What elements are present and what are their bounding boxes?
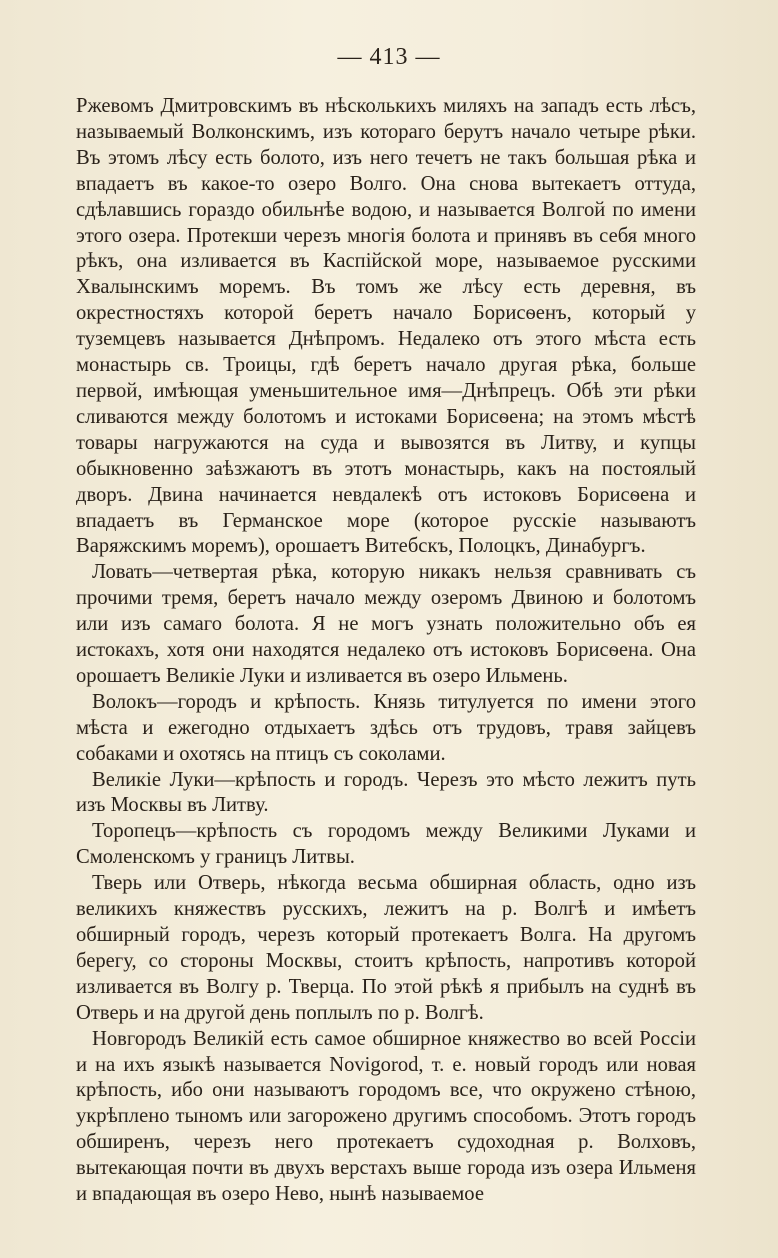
paragraph-toropets: Торопецъ—крѣпость съ городомъ между Великими Луками и Смоленскомъ у границъ Литвы. [76,820,696,869]
paragraph-volok: Волокъ—городъ и крѣпость. Князь титулуется по имени этого мѣста и ежегодно отдыхаетъ здѣсь отъ трудовъ, травя зайцевъ собаками и охотясь на птицъ съ соколами. [76,690,696,765]
paragraph-novgorod: Новгородъ Великій есть самое обширное княжество во всей Россіи и на ихъ языкѣ называется Novigorod, т. е. новый городъ или новая крѣпость, ибо они называютъ городомъ все, что окружено стѣною, укрѣплено тыномъ или загорожено другимъ способомъ. Этотъ городъ обширенъ, черезъ него протекаетъ судоходная р. Волховъ, вытекающая почти въ двухъ верстахъ выше города изъ озера Ильменя и впадающая въ озеро Нево, нынѣ называемое [76,1027,696,1206]
paragraph-velikie-luki: Великіе Луки—крѣпость и городъ. Черезъ это мѣсто лежитъ путь изъ Москвы въ Литву. [76,768,696,817]
body-text [76,94,696,1208]
paragraph-tver: Тверь или Отверь, нѣкогда весьма обширная область, одно изъ великихъ княжествъ русскихъ, лежитъ на р. Волгѣ и имѣетъ обширный городъ, черезъ который протекаетъ Волга. На другомъ берегу, со стороны Москвы, стоитъ крѣпость, напротивъ которой изливается въ Волгу р. Тверца. По этой рѣкѣ я прибылъ на суднѣ въ Отверь и на другой день поплылъ по р. Волгѣ. [76,872,696,1024]
paragraph-lovat: Ловать—четвертая рѣка, которую никакъ нельзя сравнивать съ прочими тремя, беретъ начало между озеромъ Двиною и болотомъ или изъ самаго болота. Я не могъ узнать положительно объ ея истокахъ, хотя они находятся недалеко отъ истоковъ Борисѳена. Она орошаетъ Великіе Луки и изливается въ озеро Ильмень. [76,561,696,687]
paragraph-rzhev-forest: Ржевомъ Дмитровскимъ въ нѣсколькихъ миляхъ на западъ есть лѣсъ, называемый Волконскимъ, изъ котораго берутъ начало четыре рѣки. Въ этомъ лѣсу есть болото, изъ него течетъ не такъ большая рѣка и впадаетъ въ какое-то озеро Волго. Она снова вытекаетъ оттуда, сдѣлавшись гораздо обильнѣе водою, и называется Волгой по имени этого озера. Протекши черезъ многія болота и принявъ въ себя много рѣкъ, она изливается въ Каспійской море, называемое русскими Хвалынскимъ моремъ. Въ томъ же лѣсу есть деревня, въ окрестностяхъ которой беретъ начало Борисѳенъ, который у туземцевъ называется Днѣпромъ. Недалеко отъ этого мѣста есть монастырь св. Троицы, гдѣ беретъ начало другая рѣка, больше первой, имѣющая уменьшительное имя—Днѣпрецъ. Обѣ эти рѣки сливаются между болотомъ и истоками Борисѳена; на этомъ мѣстѣ товары нагружаются на суда и вывозятся въ Литву, и купцы обыкновенно заѣзжаютъ въ этотъ монастырь, какъ на постоялый дворъ. Двина начинается невдалекѣ отъ истоковъ Борисѳена и впадаетъ въ Германское море (которое русскіе называютъ Варяжскимъ моремъ), орошаетъ Витебскъ, Полоцкъ, Динабургъ. [76,95,696,558]
page-number: — 413 — [337,44,441,70]
